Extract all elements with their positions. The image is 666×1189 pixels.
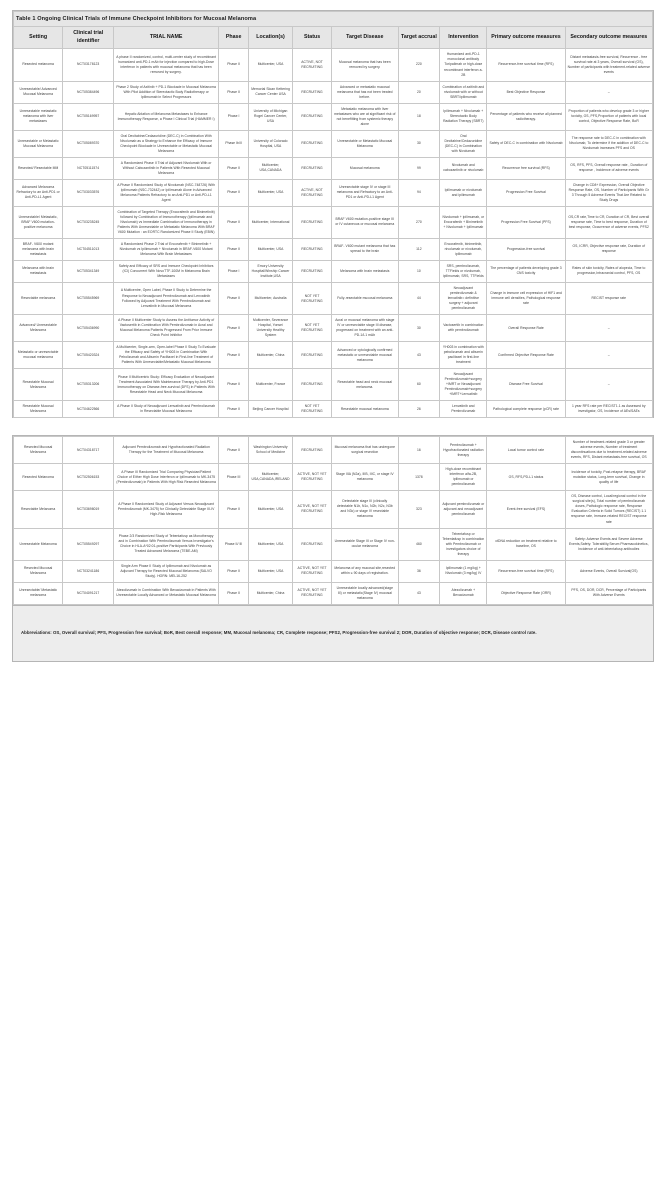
cell-secondary-outcome: The response rate to DEC-C in combination with Nivolumab, To determine if the addition of DEC-C to Nivolumab increases PFS and OS (565, 130, 652, 157)
cell-setting: Unresectable/ Metastatic melanoma (14, 582, 63, 604)
cell-trial-name: A Phase III Randomized Trial Comparing Physician/Patient Choice of Either High Dose Interferon or Ipilimumab to MK-3475 (Pembrolizumab) in Patients With High Risk Resected Melanoma (114, 464, 219, 491)
cell-target-disease: Advanced or cytologically confirmed metastatic or unresectable mucosal melanoma (332, 342, 398, 369)
cell-target-disease: Detectable stage III (clinically detectable N1b, N1c, N2b, N2c, N3b and N3c) or stage IV resectable melanoma (332, 491, 398, 528)
cell-phase: Phase II (219, 369, 249, 401)
cell-target-accrual: 16 (398, 437, 440, 464)
cell-intervention: Ipilimumab + Nivolumab + Stereotactic Body Radiation Therapy (SBRT) (440, 103, 487, 130)
cell-status: RECRUITING (293, 103, 332, 130)
cell-intervention: Combination of axitinib and nivolumab with or without SBRT/ipilimumab (440, 81, 487, 103)
cell-intervention: Nivolumab + ipilimumab, or Encorafenib + Binimetinib + Nivolumab + Ipilimumab (440, 206, 487, 238)
cell-setting: Resected Mucosal Melanoma (14, 437, 63, 464)
cell-primary-outcome: Confirmed Objective Response Rate (487, 342, 565, 369)
cell-phase: Phase II (219, 206, 249, 238)
cell-intervention: YH003 in combination with pebolizumab and albumin paclitaxel in first-line treatment (440, 342, 487, 369)
cell-phase: Phase II (219, 179, 249, 206)
cell-target-accrual: 43 (398, 582, 440, 604)
cell-locations: Multicenter, USA (249, 528, 293, 560)
cell-status: ACTIVE, NOT RECRUITING (293, 179, 332, 206)
cell-trial-name: Phase 2 Study of Axitinib + PD-1 Blockade in Mucosal Melanoma With Pilot Addition of Stereotactic Body Radiotherapy or Ipilimumab in Select Progressors (114, 81, 219, 103)
col-header-nct: Clinical trial identifier (63, 27, 114, 49)
cell-trial-name: Phase II Multicentric Study: Efficacy Evaluation of Neoadjuvant Treatment Associated With Maintenance Therapy by Anti-PD1 Immunotherapy on Disease-free-survival (DFS) in Patients With Resectable Head and Neck Mucosal Melanoma (114, 369, 219, 401)
cell-phase: Phase I (219, 103, 249, 130)
cell-clinical-trial-identifier: NCT05436990 (63, 315, 114, 342)
cell-clinical-trial-identifier: NCT03235245 (63, 206, 114, 238)
cell-setting: Melanoma with brain metastasis (14, 260, 63, 282)
cell-secondary-outcome: Change in CD8+ Expression, Overall Objective Response Rate, OS, Number of Participants With Gr 3 Through 5 Adverse Events That Are Related to Study Drugs (565, 179, 652, 206)
cell-setting: Advanced Melanoma Refractory to an Anti-PD1 or Anti-PD-L1 Agent (14, 179, 63, 206)
cell-target-accrual: 220 (398, 49, 440, 81)
table-row (14, 369, 653, 401)
abbreviations-footer (12, 605, 654, 662)
cell-phase: Phase II (219, 81, 249, 103)
cell-setting: Resected/ Resectable MM (14, 157, 63, 179)
cell-intervention: High-dose recombinant interferon alfa-2B, ipilimumab or pembrolizumab (440, 464, 487, 491)
cell-phase: Phase II/ III (219, 528, 249, 560)
cell-primary-outcome: Safety of DEC-C in combination with Nivolumab (487, 130, 565, 157)
cell-trial-name: Hepatic Ablation of Melanoma Metastases to Enhance Immunotherapy Response, a Phase I Clinical Trial (HAMMER I) (114, 103, 219, 130)
cell-target-disease: Unresectable locally advanced(stage III) or metastatic(Stage IV) mucosal melanoma (332, 582, 398, 604)
cell-status: ACTIVE, NOT YET RECRUITING (293, 491, 332, 528)
cell-primary-outcome: OS, RFS,PD-L1 status (487, 464, 565, 491)
cell-setting: Resectable Melanoma (14, 491, 63, 528)
cell-target-disease: BRAF- V600 mutant melanoma that has spread to the brain (332, 238, 398, 260)
cell-phase: Phase I (219, 260, 249, 282)
cell-target-accrual: 36 (398, 560, 440, 582)
cell-clinical-trial-identifier: NCT03178123 (63, 49, 114, 81)
cell-target-disease: BRAF V600 mutation-positive stage III or IV cutaneous or mucosal melanoma (332, 206, 398, 238)
cell-trial-name: A Phase II Study of Neoadjuvant Lenvatinib and Pembrolizumab in Resectable Mucosal Melanoma (114, 401, 219, 418)
cell-locations: Multicenter, Australia (249, 282, 293, 314)
cell-trial-name: A Phase II Randomized Study of Adjuvant Versus Neoadjuvant Pembrolizumab (MK-3475) for Clinically Detectable Stage III-IV High-Risk Melanoma (114, 491, 219, 528)
table-row (14, 315, 653, 342)
cell-status: RECRUITING (293, 369, 332, 401)
cell-clinical-trial-identifier: NCT05545969 (63, 282, 114, 314)
cell-phase: Phase II (219, 157, 249, 179)
cell-target-accrual: 43 (398, 342, 440, 369)
cell-intervention: Vactosertib in combination with pembrolizumab (440, 315, 487, 342)
table-row (14, 130, 653, 157)
cell-clinical-trial-identifier: NCT05111574 (63, 157, 114, 179)
cell-clinical-trial-identifier: NCT03033576 (63, 179, 114, 206)
abbreviations-text: Abbreviations: OS, Overall survival; PFS, Progression free survival; BoR, Best overall response; MM, Mucosal melanoma; CR, Complete response; PFS2, Progression-free survival 2; DOR, Duration of objective response; DCR, Disease control rate. (21, 629, 537, 635)
cell-target-accrual: 30 (398, 130, 440, 157)
col-header-target-disease: Target Disease (332, 27, 398, 49)
table-row (14, 560, 653, 582)
cell-locations: University of Colorado Hospital, USA (249, 130, 293, 157)
cell-locations: University of Michigan Rogel Cancer Center, USA (249, 103, 293, 130)
cell-clinical-trial-identifier: NCT03241186 (63, 560, 114, 582)
col-header-secondary-outcome: Secondary outcome measures (565, 27, 652, 49)
cell-phase: Phase II (219, 238, 249, 260)
cell-clinical-trial-identifier: NCT05549297 (63, 528, 114, 560)
cell-clinical-trial-identifier: NCT05089370 (63, 130, 114, 157)
cell-clinical-trial-identifier: NCT05384496 (63, 81, 114, 103)
cell-status: RECRUITING (293, 81, 332, 103)
cell-locations: Multicenter, USA (249, 560, 293, 582)
cell-locations: Multicenter, China (249, 342, 293, 369)
cell-target-disease: Stage IIIA (N2a), IIIB, IIIC, or stage IV melanoma (332, 464, 398, 491)
cell-primary-outcome: Pathological complete response (pCR) rate (487, 401, 565, 418)
cell-status: ACTIVE, NOT YET RECRUITING (293, 464, 332, 491)
cell-phase: Phase II (219, 582, 249, 604)
cell-trial-name: Adjuvant Pembrolizumab and Hypofractionated Radiation Therapy for the Treatment of Mucosal Melanoma (114, 437, 219, 464)
cell-clinical-trial-identifier: NCT04091217 (63, 582, 114, 604)
cell-setting: Resectable melanoma (14, 282, 63, 314)
cell-status: RECRUITING (293, 238, 332, 260)
cell-primary-outcome: ctDNA reduction on treatment relative to baseline, OS (487, 528, 565, 560)
cell-secondary-outcome: Proportion of patients who develop grade 3 or higher toxicity, OS, PFS,Proportion of patients with local control, Objective Response Rate, BoR (565, 103, 652, 130)
cell-intervention: SRS, pembrolizumab, TTFields or nivolumab, ipilimumab, SRS, TTFields (440, 260, 487, 282)
cell-primary-outcome: Event-free survival (EFS) (487, 491, 565, 528)
cell-setting: Resected melanoma (14, 49, 63, 81)
cell-status: NOT YET RECRUITING (293, 401, 332, 418)
cell-primary-outcome: Objective Response Rate (ORR) (487, 582, 565, 604)
cell-target-accrual: 94 (398, 179, 440, 206)
cell-clinical-trial-identifier: NCT02506153 (63, 464, 114, 491)
table-row (14, 491, 653, 528)
cell-primary-outcome: Disease Free Survival (487, 369, 565, 401)
cell-locations: Beijing Cancer Hospital (249, 401, 293, 418)
col-header-intervention: Intervention (440, 27, 487, 49)
cell-primary-outcome: Percentage of patients who receive all planned radiotherapy. (487, 103, 565, 130)
col-header-trial-name: TRIAL NAME (114, 27, 219, 49)
cell-intervention: Encorafenib, binimetinib, nivolumab or nivolumab, ipilimumab (440, 238, 487, 260)
table-body-b (14, 437, 653, 604)
cell-locations: Multicenter, USA (249, 179, 293, 206)
cell-locations: Multicenter, France (249, 369, 293, 401)
cell-setting: Advanced/ Unresectable Melanoma (14, 315, 63, 342)
cell-locations: Multicenter, International (249, 206, 293, 238)
table-row (14, 260, 653, 282)
cell-target-disease: Unresectable or Metastatic Mucosal Melanoma (332, 130, 398, 157)
table-row (14, 582, 653, 604)
cell-target-disease: Resectable mucosal melanoma (332, 401, 398, 418)
cell-setting: BRAF- V600 mutant melanoma with brain metastasis (14, 238, 63, 260)
table-title: Table 1 Ongoing Clinical Trials of Immune Checkpoint Inhibitors for Mucosal Melanoma (14, 12, 653, 27)
cell-trial-name: A Randomized Phase II Trial of Adjuvant Nivolumab With or Without Cabozantinib in Patients With Resected Mucosal Melanoma (114, 157, 219, 179)
cell-status: RECRUITING (293, 437, 332, 464)
cell-target-disease: Metastatic melanoma with liver metastases who are at significant risk of not benefitting from systemic therapy alone (332, 103, 398, 130)
cell-intervention: Atezolizumab + Bevacizumab (440, 582, 487, 604)
table-row (14, 342, 653, 369)
cell-secondary-outcome: RECIST response rate (565, 282, 652, 314)
cell-phase: Phase II (219, 401, 249, 418)
cell-clinical-trial-identifier: NCT05341349 (63, 260, 114, 282)
table-row (14, 103, 653, 130)
cell-target-accrual: 26 (398, 401, 440, 418)
cell-target-accrual: 99 (398, 157, 440, 179)
cell-setting: Resected Melanoma (14, 464, 63, 491)
cell-secondary-outcome: – (565, 369, 652, 401)
cell-clinical-trial-identifier: NCT05420324 (63, 342, 114, 369)
clinical-trials-table-section-a (12, 10, 654, 418)
cell-target-disease: Mucosal melanoma that has been removed by surgery. (332, 49, 398, 81)
cell-target-accrual: 1378 (398, 464, 440, 491)
cell-primary-outcome: Overall Response Rate (487, 315, 565, 342)
cell-trial-name: Atezolizumab in Combination With Bevacizumab in Patients With Unresectable Locally Advanced or Metastatic Mucosal Melanoma (114, 582, 219, 604)
cell-target-accrual: 323 (398, 491, 440, 528)
cell-primary-outcome: Best Objective Response (487, 81, 565, 103)
cell-primary-outcome: Progression Free Survival (PFS) (487, 206, 565, 238)
cell-trial-name: A Multicentre, Open Label, Phase II Study to Determine the Response to Neoadjuvant Pembrolizumab and Lenvatinib Followed by Adjuvant Treatment With Pembrolizumab and Lenvatinib in Mucosal Melanoma (114, 282, 219, 314)
table-header-row (14, 27, 653, 49)
cell-setting: Unresectable Melanoma (14, 528, 63, 560)
cell-trial-name: A Phase II Multicenter Study to Assess the Antitumor Activity of Vactosertib in Combination With Pembrolizumab in Acral and Mucosal Melanoma Patients Progressed From Prior Immune Check Point Inhibitor (114, 315, 219, 342)
cell-target-disease: Unresectable Stage III or Stage IV non-ocular melanoma (332, 528, 398, 560)
cell-secondary-outcome: PFS, OS, DOR, DCR, Percentage of Participants With Adverse Events (565, 582, 652, 604)
cell-primary-outcome: Change in immune cell expression of HIF1 and immune cell densities, Pathological response rate (487, 282, 565, 314)
cell-phase: Phase II (219, 315, 249, 342)
cell-intervention: Neoadjuvant Pembrolizumab+surgery +IMRT or Neoadjuvant Pembrolizumab+surgery +IMRT+Lenvatinib (440, 369, 487, 401)
table-row (14, 81, 653, 103)
table-b (13, 436, 653, 604)
cell-target-disease: Mucosal melanoma that has undergone surgical resection (332, 437, 398, 464)
cell-secondary-outcome: OS, Disease control, Local/regional control in the surgical site(s), Total number of pembrolizumab doses, Pathologic response rate, Response Evaluation Criteria in Solid Tumors (RECIST) 1.1 response rate, Immune-related RECIST response rate (565, 491, 652, 528)
cell-status: ACTIVE, NOT RECRUITING (293, 49, 332, 81)
cell-clinical-trial-identifier: NCT03698019 (63, 491, 114, 528)
table-row (14, 179, 653, 206)
cell-primary-outcome: Progression Free Survival (487, 179, 565, 206)
table-row (14, 437, 653, 464)
cell-status: RECRUITING (293, 260, 332, 282)
cell-intervention: Tebentafusp or Tebentafusp in combination with Pembrolizumab or investigators choice of therapy (440, 528, 487, 560)
col-header-phase: Phase (219, 27, 249, 49)
cell-secondary-outcome: – (565, 342, 652, 369)
cell-phase: Phase II (219, 560, 249, 582)
table-row (14, 528, 653, 560)
cell-target-accrual: 112 (398, 238, 440, 260)
cell-locations: Multicenter, China (249, 582, 293, 604)
table-head (14, 12, 653, 49)
col-header-status: Status (293, 27, 332, 49)
cell-setting: Resected Mucosal Melanoma (14, 560, 63, 582)
cell-setting: Metastatic or unresectable mucosal melanoma (14, 342, 63, 369)
table-row (14, 157, 653, 179)
cell-phase: Phase III (219, 464, 249, 491)
cell-trial-name: A Phase II Randomized Study of Nivolumab (NSC-748726) With Ipilimumab (NSC-732442) or Ipilimumab Alone in Advanced Melanoma Patients Refractory to an Anti-PD1 or Anti-PD-L1 Agent (114, 179, 219, 206)
cell-target-disease: Resectable head and neck mucosal melanoma. (332, 369, 398, 401)
cell-intervention: Lenvatinib and Pembrolizumab (440, 401, 487, 418)
table-a (13, 11, 653, 418)
cell-locations: Emory University Hospital/Winship Cancer Institute,USA (249, 260, 293, 282)
table-row (14, 401, 653, 418)
table-title-row (14, 12, 653, 27)
cell-target-disease: Advanced or metastatic mucosal melanoma that has not been treated before. (332, 81, 398, 103)
cell-target-accrual: 270 (398, 206, 440, 238)
cell-secondary-outcome: Number of treatment-related grade 3 or greater adverse events, Number of treatment discontinuations due to treatment-related adverse events, RFS, Distant metastasis-free survival, OS (565, 437, 652, 464)
cell-target-accrual: 44 (398, 282, 440, 314)
cell-clinical-trial-identifier: NCT05313206 (63, 369, 114, 401)
cell-intervention: Ipilimumab or nivolumab and ipilimumab (440, 179, 487, 206)
cell-secondary-outcome: – (565, 315, 652, 342)
cell-setting: Resectable Mucosal Melanoma (14, 369, 63, 401)
cell-intervention: Pembrolizumab + Hypofractionated radiation therapy (440, 437, 487, 464)
table-row (14, 206, 653, 238)
cell-clinical-trial-identifier: NCT04511013 (63, 238, 114, 260)
cell-locations: Multicenter, Severance Hospital, Yonsei University Healthy System (249, 315, 293, 342)
cell-trial-name: A Multicenter, Single-arm, Open-label Phase II Study To Evaluate the Efficacy and Safety of YH003 in Combination With Pebolizumab and Albumin Paclitaxel in First-line Treatment of Patients With Unresectable/Metastatic Mucosal Melanoma (114, 342, 219, 369)
cell-primary-outcome: Recurrence-free survival time (RFS) (487, 49, 565, 81)
cell-secondary-outcome: 1 year RFS rate per RECIST1.1 as Assessed by investigator, OS, Incidence of AEs/SAEs (565, 401, 652, 418)
cell-locations: Memorial Sloan Kettering Cancer Center USA (249, 81, 293, 103)
cell-target-disease: Acral or mucosal melanoma with stage IV or unresectable stage III disease, progressed on treatment with an anti-PD-1/L1 mAb (332, 315, 398, 342)
cell-status: RECRUITING (293, 130, 332, 157)
cell-status: RECRUITING (293, 206, 332, 238)
cell-setting: Unresectable/ Advanced Mucosal Melanoma (14, 81, 63, 103)
cell-target-accrual: 18 (398, 103, 440, 130)
table-body-a (14, 49, 653, 418)
cell-intervention: Ipilimumab (1 mg/kg) + Nivolumab (3 mg/kg) IV (440, 560, 487, 582)
cell-secondary-outcome: Safety: Adverse Events and Severe Adverse Events,Safety: Tolerability,Serum Pharmacokinetics, Incidence of anti-tebentafusp antibodies (565, 528, 652, 560)
cell-trial-name: A phase II randomized, control, multi-center study of recombinant humanized anti-PD-1 mAb for injection compared to high-Dose interferon in patients with mucosal melanoma that has been removed by surgery. (114, 49, 219, 81)
cell-intervention: Oral Decitabine/Cedazuridine (DEC-C) in Combination with Nivolumab (440, 130, 487, 157)
col-header-target-accrual: Target accrual (398, 27, 440, 49)
cell-locations: Multicenter, USA,CANADA (249, 157, 293, 179)
cell-clinical-trial-identifier: NCT04318717 (63, 437, 114, 464)
cell-phase: Phase II (219, 491, 249, 528)
col-header-locations: Location(s) (249, 27, 293, 49)
cell-locations: Multicenter, USA (249, 49, 293, 81)
col-header-primary-outcome: Primary outcome measures (487, 27, 565, 49)
cell-trial-name: Phase 2/3 Randomized Study of Tebentafusp as Monotherapy and in Combination With Pembrolizumab Versus Investigator's Choice in HLA-A*02:01-positive Participants With Previously Treated Advanced Melanoma (TEBE-AM) (114, 528, 219, 560)
cell-intervention: Nivolumab and cabozantinib or nivolumab (440, 157, 487, 179)
table-row (14, 282, 653, 314)
cell-setting: Unresectable or Metastatic Mucosal Melanoma (14, 130, 63, 157)
cell-status: RECRUITING (293, 342, 332, 369)
table-row (14, 464, 653, 491)
cell-intervention: Adjuvant pembrolizumab or adjuvant and neoadjuvant pembrolizumab (440, 491, 487, 528)
cell-locations: Washington University School of Medicine (249, 437, 293, 464)
cell-status: NOT YET RECRUITING (293, 282, 332, 314)
cell-phase: Phase II (219, 282, 249, 314)
cell-locations: Multicenter, USA (249, 491, 293, 528)
cell-secondary-outcome: Distant metastasis-free survival, Recurrence - free survival rate at 3 years, Overall survival (OS), Number of participants with treatment-related adverse events (565, 49, 652, 81)
cell-trial-name: Combination of Targeted Therapy (Encorafenib and Binimetinib) followed by Combination of Immunotherapy (Ipilimumab and Nivolumab) vs Immediate Combination of Immunotherapy in Patients With Unresectable or Metastatic Melanoma With BRAF V600 Mutation : an EORTC Randomized Phase II Study (EBIN) (114, 206, 219, 238)
cell-locations: Multicenter, USA (249, 238, 293, 260)
cell-locations: Multicenter, USA,CANADA,IRELAND (249, 464, 293, 491)
section-divider (12, 418, 654, 435)
cell-target-accrual: 10 (398, 260, 440, 282)
cell-setting: Unresectable/ Metastatic, BRAF V600 mutation-positive melanoma (14, 206, 63, 238)
cell-secondary-outcome: Rates of skin toxicity, Rates of alopecia, Time to progression,Intracranial control, PFS, OS (565, 260, 652, 282)
cell-phase: Phase II (219, 342, 249, 369)
cell-secondary-outcome: OS, ICRR, Objective response rate, Duration of response (565, 238, 652, 260)
cell-primary-outcome: Local tumor control rate (487, 437, 565, 464)
cell-status: RECRUITING (293, 528, 332, 560)
cell-secondary-outcome: OS,CR rate,Time to CR, Duration of CR, Best overall response rate, Time to best response, Duration of best response, Occurrence of adverse events, PFS2 (565, 206, 652, 238)
cell-secondary-outcome: OS, RFS, PFS, Overall response rate , Duration of response , Incidence of adverse events (565, 157, 652, 179)
cell-primary-outcome: Recurrence-free survival time (RFS) (487, 560, 565, 582)
cell-target-accrual: 60 (398, 369, 440, 401)
cell-target-disease: Mucosal melanoma (332, 157, 398, 179)
cell-phase: Phase II (219, 437, 249, 464)
cell-clinical-trial-identifier: NCT05169957 (63, 103, 114, 130)
clinical-trials-table-section-b (12, 435, 654, 604)
cell-target-disease: Fully-resectable mucosal melanoma (332, 282, 398, 314)
cell-target-accrual: 20 (398, 81, 440, 103)
cell-trial-name: Safety and Efficacy of SRS and Immune Checkpoint Inhibitors (ICI) Concurrent With NovoTTF-100M in Melanoma Brain Metastases (114, 260, 219, 282)
cell-target-accrual: 460 (398, 528, 440, 560)
cell-status: RECRUITING (293, 157, 332, 179)
cell-setting: Unresectable metastatic melanoma with liver metastases (14, 103, 63, 130)
cell-primary-outcome: The percentage of patients developing grade 3 CNS toxicity (487, 260, 565, 282)
cell-phase: Phase II (219, 49, 249, 81)
col-header-setting: Setting (14, 27, 63, 49)
table-row (14, 49, 653, 81)
cell-intervention: Humanized anti-PD-1 monoclonal antibody Toripalimab or high-dose recombinant interferon a-2B (440, 49, 487, 81)
cell-status: NOT YET RECRUITING (293, 315, 332, 342)
cell-primary-outcome: Progression-free survival (487, 238, 565, 260)
cell-trial-name: A Randomized Phase 2 Trial of Encorafenib + Binimetinib + Nivolumab vs Ipilimumab + Nivolumab in BRAF-V600 Mutant Melanoma With Brain Metastases (114, 238, 219, 260)
cell-secondary-outcome: Incidence of toxicity, Post-relapse therapy, BRAF mutation status, Long-term survival, Change in quality of life (565, 464, 652, 491)
cell-setting: Resectable Mucosal Melanoma (14, 401, 63, 418)
cell-clinical-trial-identifier: NCT04622566 (63, 401, 114, 418)
table-row (14, 238, 653, 260)
cell-status: ACTIVE, NOT YET RECRUITING (293, 582, 332, 604)
cell-target-disease: Melanoma with brain metastasis (332, 260, 398, 282)
cell-trial-name: Single Arm Phase II Study of Ipilimumab and Nivolumab as Adjuvant Therapy for Resected Mucosal Melanoma (SALVO Study). HORN: MEL16-252 (114, 560, 219, 582)
cell-secondary-outcome: – (565, 81, 652, 103)
cell-trial-name: Oral Decitabine/Cedazuridine (DEC-C) in Combination With Nivolumab as a Strategy to Enhance the Efficacy of Immune Checkpoint Blockade in Unresectable or Metastatic Mucosal Melanoma (114, 130, 219, 157)
cell-phase: Phase Ib/II (219, 130, 249, 157)
cell-secondary-outcome: Adverse Events, Overall Survival(OS) (565, 560, 652, 582)
cell-primary-outcome: Recurrence free survival (RFS) (487, 157, 565, 179)
cell-intervention: Neoadjuvant pembrolizumab & lenvatinib= definitive surgery + adjuvant pembrolizumab (440, 282, 487, 314)
cell-target-disease: Unresectable stage IV or stage III melanoma and Refractory to an Anti-PD1 or Anti-PD-L1 Agent (332, 179, 398, 206)
cell-status: ACTIVE, NOT YET RECRUITING (293, 560, 332, 582)
cell-target-disease: Melanoma of any mucosal site,resected within ≤ 90 days of registration. (332, 560, 398, 582)
cell-target-accrual: 30 (398, 315, 440, 342)
